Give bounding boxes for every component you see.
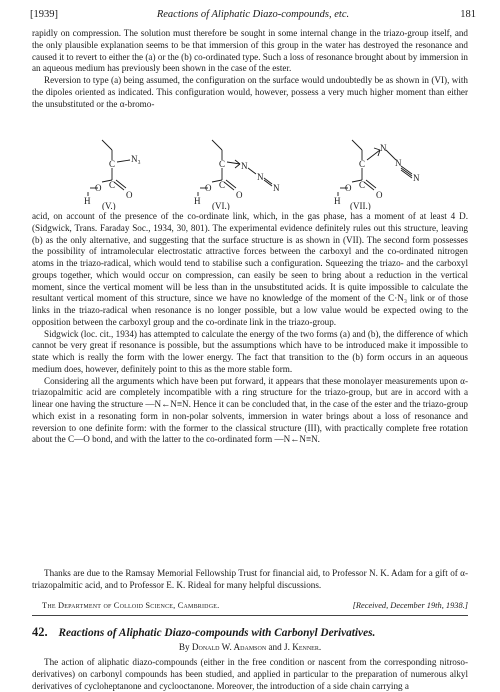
header-running-title: Reactions of Aliphatic Diazo-compounds, etc. bbox=[156, 9, 350, 20]
vi-oxygen-1: O bbox=[205, 183, 212, 193]
vi-nitrogen-1: N bbox=[241, 161, 248, 171]
v-oxygen-2: O bbox=[126, 190, 133, 200]
vi-carbon-1: C bbox=[219, 159, 226, 169]
affiliation-line bbox=[32, 601, 468, 613]
vii-nitrogen-2: N bbox=[395, 158, 402, 168]
vi-carbon-2: C bbox=[219, 180, 226, 190]
vii-carbon-1: C bbox=[359, 159, 366, 169]
vi-label: (VI.) bbox=[212, 201, 230, 210]
vii-oxygen-2: O bbox=[376, 190, 383, 200]
body-middle bbox=[32, 211, 468, 446]
vii-label: (VII.) bbox=[350, 201, 371, 210]
body-top bbox=[32, 28, 468, 110]
header-year: [1939] bbox=[30, 9, 58, 20]
v-carbon-2: C bbox=[109, 180, 116, 190]
v-hydrogen: H bbox=[84, 196, 91, 206]
structure-svg bbox=[40, 136, 460, 210]
article-abstract bbox=[32, 657, 468, 692]
article-title: Reactions of Aliphatic Diazo-compounds with Carbonyl Derivatives. bbox=[58, 627, 376, 639]
v-label: (V.) bbox=[102, 201, 116, 210]
vii-nitrogen-3: N bbox=[413, 173, 420, 183]
vii-carbon-2: C bbox=[359, 180, 366, 190]
v-n3: N₃ bbox=[131, 154, 141, 164]
vi-nitrogen-2: N bbox=[257, 172, 264, 182]
header-page-number: 181 bbox=[460, 9, 476, 20]
paragraph-2: Reversion to type (a) being assumed, the configuration on the surface would undoubtedly be as shown in (VI), with the dipoles oriented as indicated. This configuration would, however, possess a very much higher moment than either the unsubstituted or the α-bromo- bbox=[32, 75, 468, 109]
vii-nitrogen-1: N bbox=[380, 143, 387, 153]
vii-oxygen-1: O bbox=[345, 183, 352, 193]
article-authors bbox=[0, 642, 500, 652]
author-2: J. Kenner. bbox=[284, 642, 322, 652]
v-carbon-1: C bbox=[109, 159, 116, 169]
article-number: 42. bbox=[32, 625, 48, 639]
v-oxygen-1: O bbox=[95, 183, 102, 193]
authors-prefix: By bbox=[178, 642, 190, 652]
vi-nitrogen-3: N bbox=[273, 183, 280, 193]
vi-oxygen-2: O bbox=[236, 190, 243, 200]
acknowledgements bbox=[32, 568, 468, 592]
paragraph-3: acid, on account of the presence of the co-ordinate link, which, in the gas phase, has a moment of at least 4 D. (Sidgwick, Trans. Faraday Soc., 1934, 30, 801). The experimental evidence definitely rules out this structure, leaving (b) as the only alternative, and suggesting that the surface structure is as shown in (VII). The second form possesses the possibility of intramolecular electrostatic attractive forces between the carboxyl and the co-ordinated nitrogen atoms in the triazo-radical, which would tend to stabilise such a configuration. Squeezing the triazo- and the carboxyl groups together, which would occur on compression, can easily be seen to bring about a reduction in the vertical moment, since the vertical moment will be less than in the unsubstituted acids. It is quite impossible to calculate the resultant vertical moment of this structure, since we have no knowledge of the moment of the C·N₃ link or of those links in the triazo-radical when resonance is no longer possible, but a low value would be expected owing to the opposition between the carboxyl group and the co-ordinate link in the triazo-group. bbox=[32, 211, 468, 327]
received-date: [Received, December 19th, 1938.] bbox=[352, 601, 468, 610]
article-heading bbox=[32, 625, 468, 640]
authors-and: and bbox=[268, 642, 282, 652]
vi-hydrogen: H bbox=[194, 196, 201, 206]
paragraph-4: Sidgwick (loc. cit., 1934) has attempted to calculate the energy of the two forms (a) and (b), the difference of which cannot be very great if resonance is possible, but the assumptions which have to be introduced make it impossible to state which is really the form with the lower energy. The fact that transition to the (b) form occurs in an aqueous medium does, however, definitely point to this as the more stable form. bbox=[32, 328, 468, 374]
running-header bbox=[30, 9, 476, 23]
department: The Department of Colloid Science, Cambridge. bbox=[42, 601, 220, 610]
vii-hydrogen: H bbox=[334, 196, 341, 206]
paragraph-1: rapidly on compression. The solution must therefore be sought in some internal change in the triazo-group itself, and the only plausible explanation seems to be that immersion of this group in the water has destroyed the resonance and caused it to revert to either the (a) or the (b) co-ordinated type. Such a loss of resonance brought about by immersion in an aqueous medium has previously been shown in the case of the ester. bbox=[32, 28, 468, 74]
abstract-paragraph: The action of aliphatic diazo-compounds (either in the free condition or nascent from the corresponding nitroso-derivatives) on carbonyl compounds has been studied, and applied in particular to the preparation of numerous alkyl derivatives of cycloheptanone and cyclooctanone. Moreover, the introduction of a side chain carrying a bbox=[32, 657, 468, 691]
thanks-paragraph: Thanks are due to the Ramsay Memorial Fellowship Trust for financial aid, to Professor N. K. Adam for a gift of α-triazopalmitic acid, and to Professor E. K. Rideal for many helpful discussions. bbox=[32, 568, 468, 590]
section-divider bbox=[32, 615, 468, 616]
author-1: Donald W. Adamson bbox=[191, 642, 267, 652]
structural-formulae bbox=[40, 136, 460, 210]
paragraph-5: Considering all the arguments which have been put forward, it appears that these monolayer measurements upon α-triazopalmitic acid are completely incompatible with a ring structure for the triazo-group, but are in accord with a linear one having the structure —N←N≡N. Hence it can be concluded that, in the case of the ester and the triazo-group which exist in a resonating form in non-polar solvents, immersion in water brings about a loss of resonance and reversion to one definite form: with the former to the classical structure (III), with practically complete free rotation about the C—O bond, and with the latter to the co-ordinated form —N←N≡N. bbox=[32, 375, 468, 445]
